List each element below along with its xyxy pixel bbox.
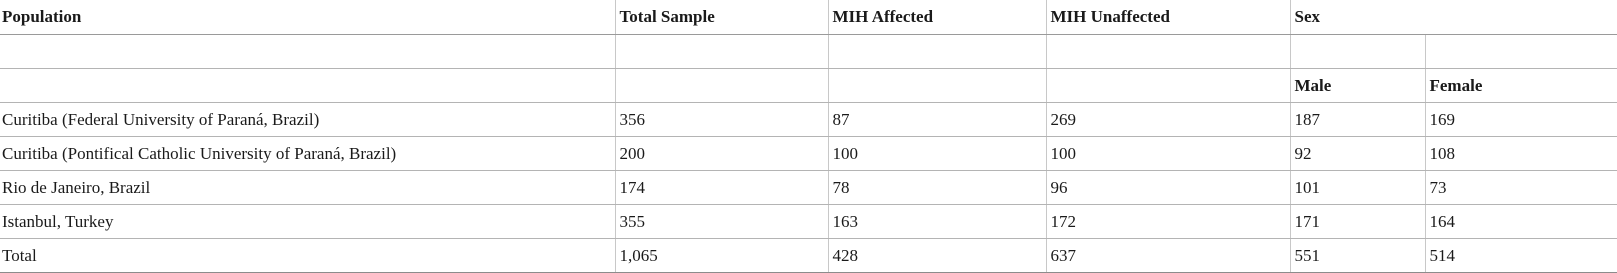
cell-mih-unaffected: 96 bbox=[1046, 171, 1290, 205]
cell-mih-unaffected: 637 bbox=[1046, 239, 1290, 273]
cell-mih-unaffected: 100 bbox=[1046, 137, 1290, 171]
cell-mih-affected: 78 bbox=[828, 171, 1046, 205]
header-row bbox=[0, 0, 1617, 35]
cell-male: 101 bbox=[1290, 171, 1425, 205]
header-female: Female bbox=[1425, 69, 1617, 103]
cell-mih-unaffected: 172 bbox=[1046, 205, 1290, 239]
header-male: Male bbox=[1290, 69, 1425, 103]
header-sex: Sex bbox=[1290, 0, 1617, 35]
cell-female: 164 bbox=[1425, 205, 1617, 239]
table-row bbox=[0, 103, 1617, 137]
header-mih-affected: MIH Affected bbox=[828, 0, 1046, 35]
header-total-sample: Total Sample bbox=[615, 0, 828, 35]
cell-mih-affected: 87 bbox=[828, 103, 1046, 137]
cell-male: 92 bbox=[1290, 137, 1425, 171]
header-empty-cell bbox=[828, 35, 1046, 69]
table-row-total bbox=[0, 239, 1617, 273]
cell-female: 169 bbox=[1425, 103, 1617, 137]
header-spacer-row bbox=[0, 35, 1617, 69]
cell-male: 551 bbox=[1290, 239, 1425, 273]
cell-mih-affected: 100 bbox=[828, 137, 1046, 171]
header-mih-unaffected: MIH Unaffected bbox=[1046, 0, 1290, 35]
cell-total-sample: 200 bbox=[615, 137, 828, 171]
cell-mih-unaffected: 269 bbox=[1046, 103, 1290, 137]
cell-mih-affected: 163 bbox=[828, 205, 1046, 239]
cell-population: Curitiba (Pontifical Catholic University of Paraná, Brazil) bbox=[0, 137, 615, 171]
cell-population: Curitiba (Federal University of Paraná, Brazil) bbox=[0, 103, 615, 137]
header-empty-cell bbox=[1425, 35, 1617, 69]
header-empty-cell bbox=[1046, 35, 1290, 69]
header-empty-cell bbox=[615, 35, 828, 69]
header-empty-cell bbox=[0, 69, 615, 103]
cell-male: 187 bbox=[1290, 103, 1425, 137]
header-empty-cell bbox=[0, 35, 615, 69]
table-row bbox=[0, 205, 1617, 239]
header-population: Population bbox=[0, 0, 615, 35]
header-empty-cell bbox=[828, 69, 1046, 103]
cell-total-sample: 355 bbox=[615, 205, 828, 239]
table-row bbox=[0, 171, 1617, 205]
header-empty-cell bbox=[615, 69, 828, 103]
cell-total-sample: 174 bbox=[615, 171, 828, 205]
header-empty-cell bbox=[1046, 69, 1290, 103]
header-empty-cell bbox=[1290, 35, 1425, 69]
cell-female: 514 bbox=[1425, 239, 1617, 273]
cell-total-sample: 356 bbox=[615, 103, 828, 137]
cell-total-sample: 1,065 bbox=[615, 239, 828, 273]
cell-female: 108 bbox=[1425, 137, 1617, 171]
cell-population: Istanbul, Turkey bbox=[0, 205, 615, 239]
cell-mih-affected: 428 bbox=[828, 239, 1046, 273]
table-row bbox=[0, 137, 1617, 171]
cell-female: 73 bbox=[1425, 171, 1617, 205]
header-subrow bbox=[0, 69, 1617, 103]
cell-male: 171 bbox=[1290, 205, 1425, 239]
cell-population: Total bbox=[0, 239, 615, 273]
cell-population: Rio de Janeiro, Brazil bbox=[0, 171, 615, 205]
